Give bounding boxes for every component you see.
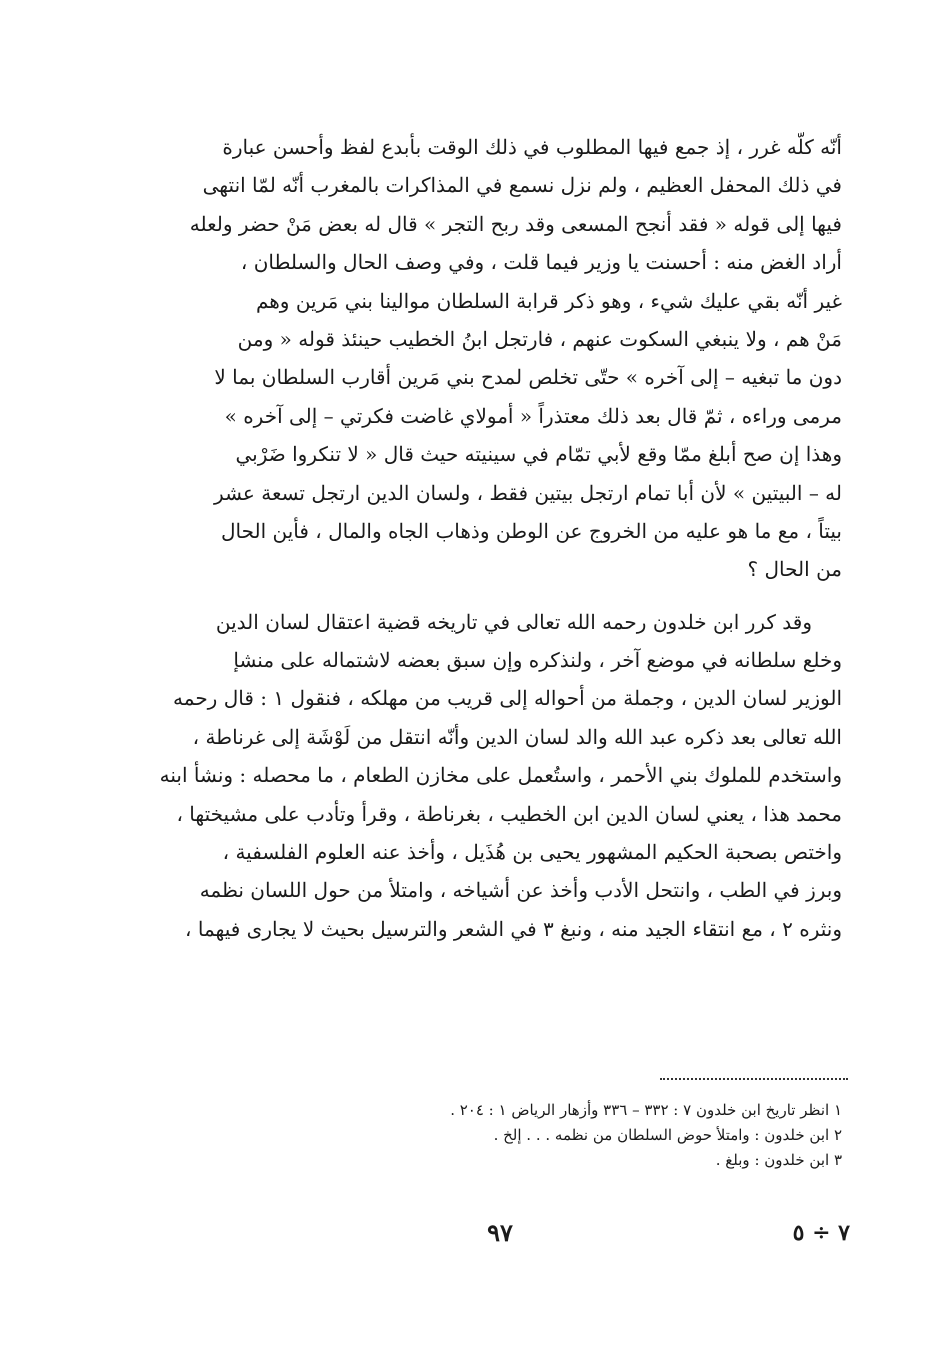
text-line: وهذا إن صح أبلغ ممّا وقع لأبي تمّام في سينيته حيث قال « لا تنكروا ضَرْبي: [235, 442, 842, 467]
text-line: محمد هذا ، يعني لسان الدين ابن الخطيب ، بغرناطة ، وقرأ وتأدب على مشيختها ،: [176, 801, 842, 826]
text-line: له – البيتين » لأن أبا تمام ارتجل بيتين فقط ، ولسان الدين ارتجل تسعة عشر: [214, 480, 842, 505]
text-line: ونثره ٢ ، مع انتقاء الجيد منه ، ونبغ ٣ في الشعر والترسيل بحيث لا يجارى فيهما ،: [185, 916, 842, 941]
text-line: غير أنّه بقي عليك شيء ، وهو ذكر قرابة السلطان موالينا بني مَرين وهم: [255, 288, 842, 313]
text-line: من الحال ؟: [747, 557, 842, 582]
main-text: [100, 128, 842, 948]
text-line: واستخدم للملوك بني الأحمر ، واستُعمل على مخازن الطعام ، ما محصله : ونشأ ابنه: [159, 763, 842, 788]
text-line: دون ما تبغيه – إلى آخره » حتّى تخلص لمدح بني مَرين أقارب السلطان بما لا: [214, 365, 842, 390]
signature-mark: ٧ ÷ ٥: [792, 1220, 850, 1246]
text-line: مَنْ هم ، ولا ينبغي السكوت عنهم ، فارتجل ابنُ الخطيب حينئذ قوله « ومن: [237, 326, 842, 351]
text-line: فيها إلى قوله « فقد أنجح المسعى وقد ربح التجر » قال له بعض مَنْ حضر ولعله: [189, 211, 842, 236]
paragraph-gap: [100, 589, 842, 603]
paragraph-1: [100, 128, 842, 589]
text-line: في ذلك المحفل العظيم ، ولم نزل نسمع في المذاكرات بالمغرب أنّه لمّا انتهى: [202, 173, 842, 198]
page-number: ٩٧: [487, 1218, 513, 1247]
footnote-separator: [660, 1078, 848, 1080]
paragraph-2: [100, 603, 842, 949]
text-line: أراد الغض منه : أحسنت يا وزير فيما قلت ، وفي وصف الحال والسلطان ،: [240, 250, 842, 275]
text-line: واختص بصحبة الحكيم المشهور يحيى بن هُذَيل ، وأخذ عنه العلوم الفلسفية ،: [222, 840, 842, 865]
text-line: مرمى وراءه ، ثمّ قال بعد ذلك معتذراً « أمولاي غاضت فكرتي – إلى آخره »: [224, 403, 842, 428]
text-line: وبرز في الطب ، وانتحل الأدب وأخذ عن أشياخه ، وامتلأ من حول اللسان نظمه: [199, 878, 842, 903]
text-line: بيتاً ، مع ما هو عليه من الخروج عن الوطن وذهاب الجاه والمال ، فأين الحال: [220, 518, 842, 543]
footnote-3: ٣ ابن خلدون : وبلغ .: [715, 1151, 842, 1169]
footnotes: [200, 1098, 842, 1173]
text-line: الوزير لسان الدين ، وجملة من أحواله إلى قريب من مهلكه ، فنقول ١ : قال رحمه: [173, 686, 842, 711]
footnote-2: ٢ ابن خلدون : وامتلأ حوض السلطان من نظمه . . . إلخ .: [493, 1126, 842, 1144]
text-line: أنّه كلّه غرر ، إذ جمع فيها المطلوب في ذلك الوقت بأبدع لفظ وأحسن عبارة: [222, 135, 842, 159]
text-line: وقد كرر ابن خلدون رحمه الله تعالى في تاريخه قضية اعتقال لسان الدين: [215, 609, 812, 634]
text-line: وخلع سلطانه في موضع آخر ، ولنذكره وإن سبق بعضه لاشتماله على منشإ: [233, 648, 842, 673]
footnote-1: ١ انظر تاريخ ابن خلدون ٧ : ٣٣٢ – ٣٣٦ وأزهار الرياض ١ : ٢٠٤ .: [450, 1101, 842, 1119]
text-line: الله تعالى بعد ذكره عبد الله والد لسان الدين وأنّه انتقل من لَوْشَة إلى غرناطة ،: [192, 724, 842, 749]
